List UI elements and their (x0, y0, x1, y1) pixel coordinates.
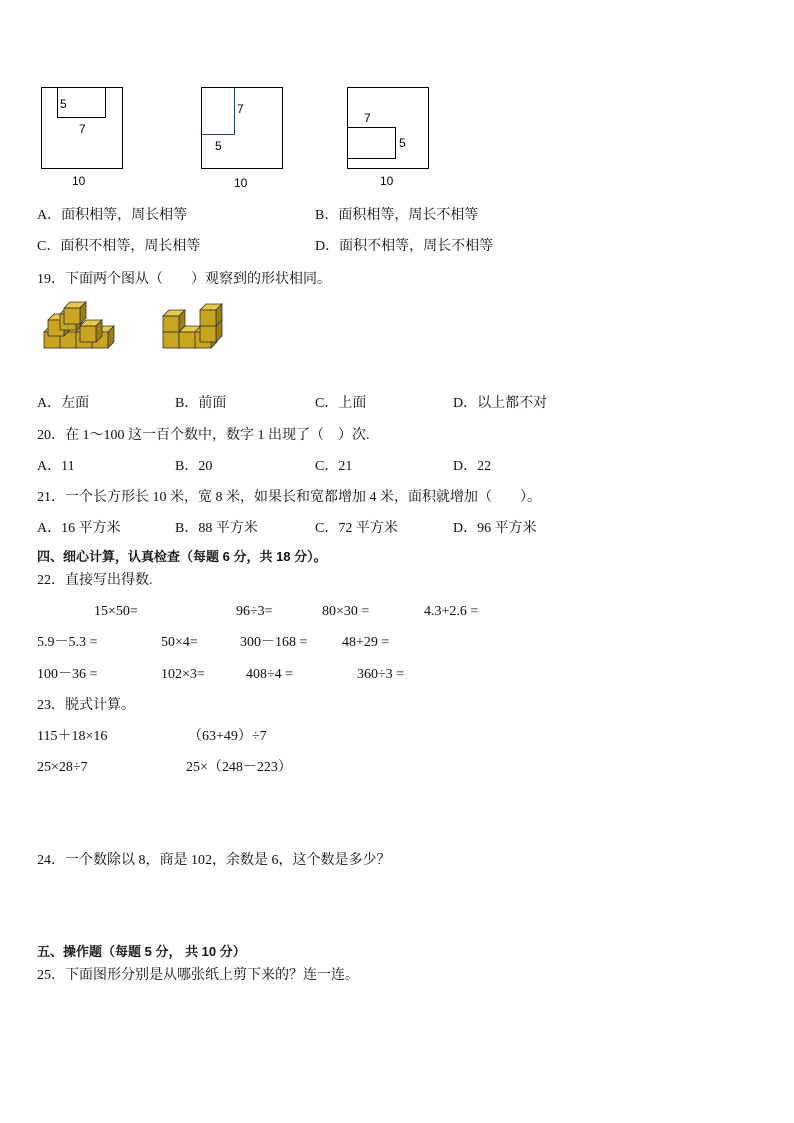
q19-figure-left (44, 302, 114, 348)
q18-option-c: C．面积不相等，周长相等 (37, 239, 201, 254)
q22-stem: 22．直接写出得数. (37, 573, 153, 588)
q22-r2-item-1: 5.9－5.3 = (37, 635, 98, 650)
q18-figure-1 (42, 88, 123, 189)
q22-r3-item-2: 102×3= (161, 667, 205, 682)
q18-figure-2 (202, 88, 283, 191)
q18-fig1-inner-bottom: 7 (79, 122, 86, 136)
q20-option-b: B．20 (175, 459, 213, 474)
q18-fig2-inner-bottom: 5 (215, 139, 222, 153)
q20-option-d: D．22 (453, 459, 492, 474)
q19-option-c: C．上面 (315, 396, 367, 411)
q23-item-3: 25×28÷7 (37, 760, 88, 775)
q18-fig3-outer: 10 (380, 174, 394, 188)
q22-r1-item-1: 15×50= (94, 604, 138, 619)
q22-r3-item-4: 360÷3 = (357, 667, 405, 682)
q19-stem: 19．下面两个图从（ ）观察到的形状相同。 (37, 272, 331, 287)
q18-fig2-inner-right: 7 (237, 102, 244, 116)
q21-stem: 21．一个长方形长 10 米，宽 8 米，如果长和宽都增加 4 米，面积就增加（ ）。 (37, 490, 541, 505)
q19-cube-figures (40, 300, 240, 352)
q18-option-d: D．面积不相等，周长不相等 (315, 239, 494, 254)
q19-option-d: D．以上都不对 (453, 396, 548, 411)
q20-option-a: A．11 (37, 459, 75, 474)
q18-fig3-inner-top: 7 (364, 111, 371, 125)
q18-option-a: A．面积相等，周长相等 (37, 208, 188, 223)
q18-figures (0, 0, 794, 200)
q23-item-1: 115＋18×16 (37, 729, 108, 744)
q18-option-b: B．面积相等，周长不相等 (315, 208, 479, 223)
q22-r2-item-4: 48+29 = (342, 635, 390, 650)
q19-figure-right (163, 304, 222, 348)
q22-r3-item-1: 100－36 = (37, 667, 98, 682)
q22-r1-item-3: 80×30 = (322, 604, 370, 619)
q22-r2-item-3: 300－168 = (240, 635, 308, 650)
q25-stem: 25．下面图形分别是从哪张纸上剪下来的？连一连。 (37, 968, 359, 983)
q20-stem: 20．在 1～100 这一百个数中，数字 1 出现了（ ）次. (37, 428, 370, 443)
q21-option-d: D．96 平方米 (453, 521, 537, 536)
q18-fig2-outer: 10 (234, 176, 248, 190)
q21-option-b: B．88 平方米 (175, 521, 258, 536)
q23-item-4: 25×（248－223） (186, 760, 292, 775)
section4-title: 四、细心计算，认真检查（每题 6 分，共 18 分）。 (37, 549, 327, 564)
q20-option-c: C．21 (315, 459, 353, 474)
q18-fig3-inner-right: 5 (399, 136, 406, 150)
section5-title: 五、操作题（每题 5 分， 共 10 分） (37, 944, 246, 959)
q18-figure-3 (348, 88, 429, 189)
q23-item-2: （63+49）÷7 (188, 729, 267, 744)
q23-stem: 23．脱式计算。 (37, 698, 135, 713)
q22-r2-item-2: 50×4= (161, 635, 198, 650)
q22-r1-item-4: 4.3+2.6 = (424, 604, 479, 619)
q21-option-a: A．16 平方米 (37, 521, 121, 536)
q21-option-c: C．72 平方米 (315, 521, 398, 536)
q18-fig1-outer: 10 (72, 174, 86, 188)
q22-r1-item-2: 96÷3= (236, 604, 273, 619)
q19-option-a: A．左面 (37, 396, 90, 411)
q22-r3-item-3: 408÷4 = (246, 667, 294, 682)
q24-stem: 24．一个数除以 8，商是 102，余数是 6，这个数是多少？ (37, 853, 391, 868)
q18-fig1-inner-side: 5 (60, 97, 67, 111)
q19-option-b: B．前面 (175, 396, 227, 411)
